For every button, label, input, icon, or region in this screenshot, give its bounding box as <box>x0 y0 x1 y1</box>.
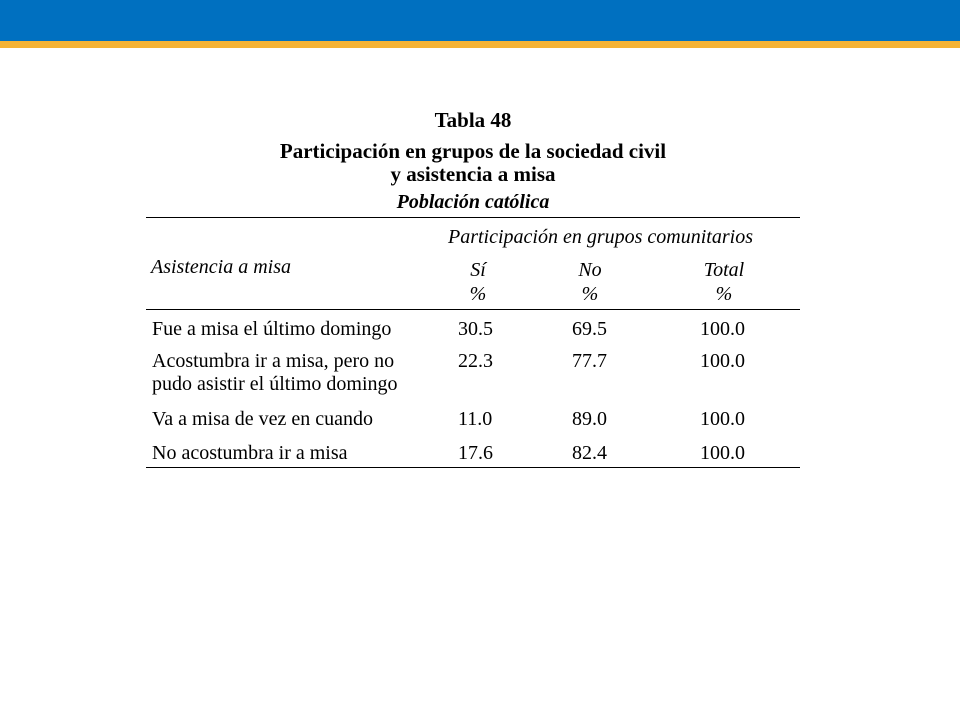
row-label: No acostumbra ir a misa <box>152 442 348 464</box>
header-band <box>0 0 960 41</box>
cell-no: 77.7 <box>572 350 607 372</box>
column-header-si: Sí <box>470 259 486 281</box>
cell-si: 11.0 <box>458 408 493 430</box>
table-title-line-1: Participación en grupos de la sociedad civil <box>279 139 667 163</box>
cell-no: 89.0 <box>572 408 607 430</box>
column-unit-si: % <box>469 283 487 305</box>
column-group-header: Participación en grupos comunitarios <box>448 226 753 248</box>
cell-total: 100.0 <box>700 318 745 340</box>
table-title-line-2: y asistencia a misa <box>390 162 556 186</box>
cell-total: 100.0 <box>700 350 745 372</box>
column-header-no: No <box>578 259 602 281</box>
cell-total: 100.0 <box>700 442 745 464</box>
row-label: Fue a misa el último domingo <box>152 318 392 340</box>
table-header-rule <box>146 309 800 310</box>
table-number: Tabla 48 <box>434 108 512 132</box>
column-header-total: Total <box>703 259 745 281</box>
table-subtitle: Población católica <box>396 191 550 213</box>
header-accent-stripe <box>0 41 960 48</box>
cell-si: 17.6 <box>458 442 493 464</box>
table-top-rule <box>146 217 800 218</box>
cell-no: 82.4 <box>572 442 607 464</box>
column-unit-no: % <box>581 283 599 305</box>
cell-total: 100.0 <box>700 408 745 430</box>
cell-si: 30.5 <box>458 318 493 340</box>
row-label: Acostumbra ir a misa, pero no <box>152 350 395 372</box>
row-label: Va a misa de vez en cuando <box>152 408 374 430</box>
cell-si: 22.3 <box>458 350 493 372</box>
cell-no: 69.5 <box>572 318 607 340</box>
table-bottom-rule <box>146 467 800 468</box>
row-header: Asistencia a misa <box>151 256 291 278</box>
row-label-continuation: pudo asistir el último domingo <box>152 373 398 395</box>
column-unit-total: % <box>715 283 733 305</box>
